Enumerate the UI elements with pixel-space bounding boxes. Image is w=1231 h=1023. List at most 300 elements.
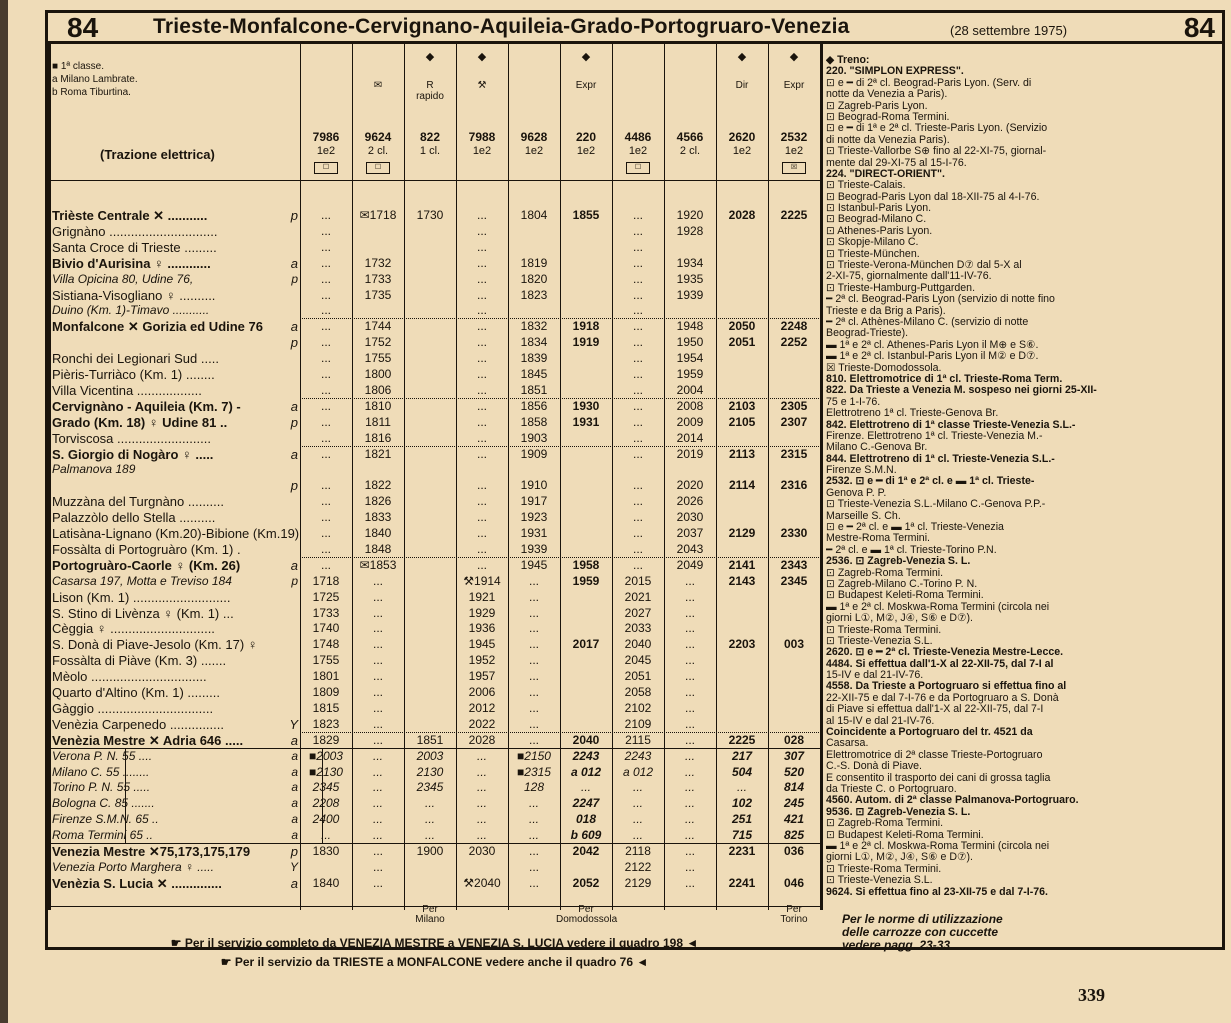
train-symbol: ◆ bbox=[737, 51, 747, 63]
time-cell: 1945 bbox=[468, 637, 496, 652]
time-cell: 814 bbox=[783, 780, 805, 795]
time-cell: 1957 bbox=[468, 669, 496, 684]
time-cell: 1910 bbox=[520, 478, 548, 493]
note-line: Beograd-Trieste). bbox=[826, 328, 909, 340]
time-cell bbox=[716, 256, 768, 272]
note-line: di Piave si effettua dall'1-X al 22-XII-75, dal 7-I bbox=[826, 704, 1044, 716]
time-cell bbox=[612, 462, 664, 478]
arr-dep-marker: Y bbox=[289, 716, 298, 732]
time-cell: ... bbox=[528, 589, 539, 604]
train-class: 2 cl. bbox=[679, 145, 701, 157]
time-cell bbox=[560, 510, 612, 526]
station-label: Firenze S.M.N. 65 .. bbox=[52, 812, 159, 827]
note-line: ━ 2ª cl. Beograd-Paris Lyon (servizio di notte fino bbox=[826, 294, 1055, 306]
station-label: Grado (Km. 18) ♀ Udine 81 .. bbox=[52, 414, 228, 430]
time-cell: ... bbox=[476, 414, 487, 429]
time-cell: ... bbox=[320, 557, 331, 572]
time-cell: 1939 bbox=[676, 287, 704, 302]
time-cell: 2019 bbox=[676, 446, 704, 461]
time-cell: ... bbox=[684, 844, 695, 858]
note-line: 810. Elettromotrice di 1ª cl. Trieste-Roma Term. bbox=[826, 373, 1063, 385]
time-cell: ... bbox=[372, 653, 383, 668]
time-cell: 2208 bbox=[312, 796, 340, 811]
note-line: 9624. Si effettua fino al 23-XII-75 e dal 7-I-76. bbox=[826, 886, 1048, 898]
time-cell: ... bbox=[684, 621, 695, 636]
time-cell bbox=[300, 462, 352, 478]
time-cell: ... bbox=[632, 780, 643, 795]
note-line: Firenze S.M.N. bbox=[826, 465, 897, 477]
time-cell bbox=[560, 383, 612, 399]
note-line: ▬ 1ª e 2ª cl. Istanbul-Paris Lyon il M② e D⑦. bbox=[826, 351, 1039, 363]
train-header bbox=[352, 50, 404, 175]
time-cell: 2102 bbox=[624, 700, 652, 715]
time-cell bbox=[456, 860, 508, 876]
time-cell: 1810 bbox=[364, 398, 392, 413]
time-cell: 1801 bbox=[312, 669, 340, 684]
time-cell bbox=[404, 447, 456, 463]
time-cell bbox=[768, 367, 820, 383]
station-label: Grignàno .............................. bbox=[52, 223, 218, 239]
time-cell: 1856 bbox=[520, 398, 548, 413]
time-cell bbox=[560, 367, 612, 383]
time-cell: 1815 bbox=[312, 700, 340, 715]
time-cell: b 609 bbox=[570, 828, 602, 843]
train-class: 1 cl. bbox=[419, 145, 441, 157]
time-cell: ... bbox=[476, 208, 487, 222]
station-name bbox=[52, 542, 300, 558]
time-cell bbox=[300, 860, 352, 876]
time-cell: ... bbox=[632, 494, 643, 509]
train-header bbox=[404, 50, 456, 175]
time-cell: ... bbox=[528, 732, 539, 747]
note-line: 22-XII-75 e dal 7-I-76 e da Portogruaro a S. Donà bbox=[826, 692, 1059, 704]
time-cell bbox=[404, 653, 456, 669]
time-cell: 1921 bbox=[468, 589, 496, 604]
time-cell: ... bbox=[632, 478, 643, 493]
time-cell: 1958 bbox=[572, 557, 600, 572]
note-line: ⊡ Trieste-Roma Termini. bbox=[826, 863, 942, 875]
train-class: 1e2 bbox=[576, 145, 596, 157]
time-cell: 2143 bbox=[728, 573, 756, 588]
continuation-note: Per Milano bbox=[415, 904, 445, 925]
time-cell: ... bbox=[372, 796, 383, 811]
time-cell: ... bbox=[320, 828, 331, 843]
train-number: 2620 bbox=[728, 130, 756, 144]
time-cell: 2113 bbox=[728, 446, 756, 461]
time-cell bbox=[560, 224, 612, 240]
train-type: Dir bbox=[735, 80, 749, 91]
time-cell: 102 bbox=[731, 796, 753, 811]
time-cell: 1834 bbox=[520, 335, 548, 350]
time-cell: 1952 bbox=[468, 653, 496, 668]
column-divider bbox=[820, 44, 823, 910]
station-name bbox=[52, 431, 300, 447]
time-cell: 2040 bbox=[572, 732, 600, 747]
train-number: 7988 bbox=[468, 130, 496, 144]
time-cell: 2030 bbox=[468, 844, 496, 858]
train-class: 1e2 bbox=[628, 145, 648, 157]
time-cell: ... bbox=[684, 669, 695, 684]
time-cell: ... bbox=[372, 780, 383, 795]
train-number: 4566 bbox=[676, 130, 704, 144]
coach-box: ☒ bbox=[782, 162, 806, 174]
time-cell: 2241 bbox=[728, 875, 756, 890]
time-cell: ... bbox=[632, 414, 643, 429]
time-cell: 504 bbox=[731, 764, 753, 779]
train-number: 7986 bbox=[312, 130, 340, 144]
train-class: 1e2 bbox=[524, 145, 544, 157]
note-line: Elettromotrice di 2ª classe Trieste-Portogruaro bbox=[826, 749, 1043, 761]
station-name bbox=[52, 351, 300, 367]
station-name bbox=[52, 685, 300, 701]
time-cell bbox=[404, 240, 456, 256]
time-cell bbox=[768, 717, 820, 733]
time-cell: 2247 bbox=[572, 796, 600, 811]
time-cell bbox=[404, 637, 456, 653]
arr-dep-marker: a bbox=[291, 764, 298, 779]
time-cell: 1931 bbox=[520, 526, 548, 540]
time-cell bbox=[404, 701, 456, 717]
time-cell: 2231 bbox=[728, 844, 756, 858]
note-line: ⊡ Skopje-Milano C. bbox=[826, 237, 919, 249]
time-cell: ... bbox=[528, 605, 539, 620]
time-cell bbox=[508, 303, 560, 319]
station-label: Monfalcone ✕ Gorizia ed Udine 76 bbox=[52, 319, 263, 335]
arr-dep-marker: a bbox=[291, 780, 298, 795]
station-name bbox=[52, 494, 300, 510]
time-cell: 1830 bbox=[312, 844, 340, 858]
arr-dep-marker: a bbox=[290, 732, 298, 748]
station-label: Venezia Mestre ✕75,173,175,179 bbox=[52, 844, 251, 859]
continuation-note: Per Torino bbox=[780, 904, 808, 925]
station-name bbox=[52, 574, 300, 590]
time-cell bbox=[716, 462, 768, 478]
time-cell: 1748 bbox=[312, 637, 340, 652]
time-cell: ... bbox=[320, 446, 331, 461]
time-cell: 1730 bbox=[416, 208, 444, 222]
station-label: Muzzàna del Turgnàno .......... bbox=[52, 494, 224, 510]
station-name bbox=[52, 733, 300, 749]
time-cell bbox=[716, 303, 768, 319]
time-cell: 2028 bbox=[728, 208, 756, 222]
time-cell: ... bbox=[528, 621, 539, 636]
time-cell: ... bbox=[320, 208, 331, 222]
time-cell: 2343 bbox=[780, 557, 808, 572]
time-cell: ... bbox=[320, 255, 331, 270]
time-cell: 1819 bbox=[520, 255, 548, 270]
time-cell bbox=[404, 526, 456, 542]
time-cell: ... bbox=[372, 716, 383, 731]
time-cell: 520 bbox=[783, 764, 805, 779]
time-cell: 128 bbox=[523, 780, 545, 795]
time-cell: ... bbox=[632, 430, 643, 445]
time-cell: ... bbox=[476, 764, 487, 779]
note-line: ⊡ e ━ 2ª cl. e ▬ 1ª cl. Trieste-Venezia bbox=[826, 522, 1004, 534]
train-number: 4486 bbox=[624, 130, 652, 144]
time-cell: 2015 bbox=[624, 573, 652, 588]
time-cell: ... bbox=[528, 828, 539, 843]
train-type: ⚒ bbox=[477, 80, 487, 91]
train-header bbox=[612, 50, 664, 175]
station-label: Venezia Porto Marghera ♀ ..... bbox=[52, 859, 214, 874]
time-cell: 251 bbox=[731, 812, 753, 827]
time-cell: 1917 bbox=[520, 494, 548, 509]
time-cell: 1954 bbox=[676, 351, 704, 366]
time-cell bbox=[716, 621, 768, 637]
time-cell bbox=[560, 303, 612, 319]
time-cell: 2033 bbox=[624, 621, 652, 636]
note-line: ▬ 1ª e 2ª cl. Athenes-Paris Lyon il M⊕ e S⑥. bbox=[826, 339, 1039, 351]
time-cell bbox=[560, 542, 612, 558]
time-cell: 1823 bbox=[312, 716, 340, 731]
note-line: Marseille S. Ch. bbox=[826, 510, 901, 522]
time-cell bbox=[768, 272, 820, 288]
time-cell: 1735 bbox=[364, 287, 392, 302]
station-name bbox=[52, 383, 300, 399]
arr-dep-marker: a bbox=[290, 319, 298, 335]
time-cell: ... bbox=[684, 716, 695, 731]
time-cell: ... bbox=[684, 812, 695, 827]
coach-box: ☐ bbox=[626, 162, 650, 174]
time-cell: ... bbox=[684, 764, 695, 779]
header-rule bbox=[48, 180, 821, 181]
station-name bbox=[52, 653, 300, 669]
page-number: 339 bbox=[1078, 985, 1105, 1005]
note-line: ▬ 1ª e 2ª cl. Moskwa-Roma Termini (circola nei bbox=[826, 840, 1050, 852]
time-cell: ... bbox=[476, 796, 487, 811]
coach-box: ☐ bbox=[314, 162, 338, 174]
footer-note-2-text: Per il servizio da TRIESTE a MONFALCONE vedere anche il quadro 76 bbox=[234, 955, 633, 969]
station-name bbox=[52, 399, 300, 415]
time-cell bbox=[404, 256, 456, 272]
time-cell bbox=[352, 303, 404, 319]
time-cell: 2006 bbox=[468, 685, 496, 699]
time-cell: ... bbox=[684, 685, 695, 699]
time-cell bbox=[768, 669, 820, 685]
time-cell: 2105 bbox=[728, 414, 756, 429]
note-line: 844. Elettrotreno di 1ª cl. Trieste-Venezia S.L.- bbox=[826, 453, 1055, 465]
time-cell: 028 bbox=[783, 732, 805, 747]
time-cell: ... bbox=[632, 510, 643, 525]
station-name bbox=[52, 621, 300, 637]
time-cell: 2052 bbox=[572, 875, 600, 890]
time-cell: ... bbox=[320, 367, 331, 381]
time-cell: ... bbox=[632, 541, 643, 556]
train-header bbox=[560, 50, 612, 175]
time-cell bbox=[404, 351, 456, 367]
note-line: ⊡ Istanbul-Paris Lyon. bbox=[826, 203, 932, 215]
time-cell: ... bbox=[320, 271, 331, 286]
train-header bbox=[716, 50, 768, 175]
time-cell: ... bbox=[372, 669, 383, 684]
time-cell: ... bbox=[320, 287, 331, 302]
station-label: Trièste Centrale ✕ ........... bbox=[52, 208, 208, 223]
train-symbol: ◆ bbox=[581, 51, 591, 63]
time-cell: ... bbox=[476, 557, 487, 572]
time-cell: 2400 bbox=[312, 812, 340, 827]
time-cell: 2003 bbox=[416, 748, 444, 763]
station-name bbox=[52, 272, 300, 288]
time-cell: 1833 bbox=[364, 510, 392, 525]
time-cell: 2122 bbox=[624, 859, 652, 874]
time-cell bbox=[404, 558, 456, 574]
time-cell: 2017 bbox=[572, 637, 600, 652]
station-label: Torviscosa .......................... bbox=[52, 430, 211, 446]
time-cell: 1821 bbox=[364, 446, 392, 461]
time-cell: ... bbox=[476, 828, 487, 843]
station-label: Santa Croce di Trieste ......... bbox=[52, 239, 217, 255]
time-cell: ... bbox=[320, 239, 331, 254]
station-name bbox=[52, 526, 300, 542]
time-cell: 1725 bbox=[312, 589, 340, 604]
time-cell bbox=[560, 621, 612, 637]
station-label: Roma Termini 65 .. bbox=[52, 828, 153, 843]
train-type: ✉ bbox=[373, 80, 383, 91]
time-cell: ... bbox=[580, 780, 591, 795]
time-cell: 2330 bbox=[780, 526, 808, 540]
time-cell bbox=[560, 462, 612, 478]
time-cell: 2028 bbox=[468, 732, 496, 747]
time-cell: 1939 bbox=[520, 541, 548, 556]
section-rule bbox=[48, 748, 821, 749]
time-cell: ... bbox=[372, 732, 383, 747]
train-header bbox=[300, 50, 352, 175]
time-cell: ... bbox=[684, 748, 695, 763]
time-cell: ... bbox=[476, 382, 487, 397]
note-line: 4558. Da Trieste a Portogruaro si effettua fino al bbox=[826, 681, 1067, 693]
time-cell: 1804 bbox=[520, 208, 548, 222]
time-cell: ... bbox=[424, 828, 435, 843]
time-cell bbox=[768, 240, 820, 256]
time-cell bbox=[768, 860, 820, 876]
time-cell: 2020 bbox=[676, 478, 704, 493]
time-cell bbox=[768, 701, 820, 717]
note-line: ◆ Treno: bbox=[826, 55, 870, 66]
time-cell: ... bbox=[320, 303, 331, 318]
note-line: 842. Elettrotreno di 1ª classe Trieste-Venezia S.L.- bbox=[826, 419, 1076, 431]
time-cell: ... bbox=[632, 398, 643, 413]
station-name bbox=[52, 319, 300, 335]
time-cell: ... bbox=[320, 398, 331, 413]
station-label: Portogruàro-Caorle ♀ (Km. 26) bbox=[52, 557, 241, 573]
note-line: 75 e 1-I-76. bbox=[826, 396, 881, 408]
time-cell bbox=[560, 494, 612, 510]
note-line: 4484. Si effettua dall'1-X al 22-XII-75, dal 7-I al bbox=[826, 658, 1054, 670]
time-cell bbox=[508, 240, 560, 256]
time-cell: a 012 bbox=[622, 764, 654, 779]
time-cell bbox=[404, 494, 456, 510]
note-line: ⊡ Zagreb-Milano C.-Torino P. N. bbox=[826, 578, 978, 590]
time-cell: 1928 bbox=[676, 223, 704, 238]
time-cell: ... bbox=[528, 700, 539, 715]
time-cell: ... bbox=[476, 478, 487, 493]
time-cell: ... bbox=[528, 716, 539, 731]
time-cell bbox=[352, 240, 404, 256]
time-cell bbox=[768, 256, 820, 272]
train-header bbox=[508, 50, 560, 175]
time-cell: 1823 bbox=[520, 287, 548, 302]
time-cell: 2058 bbox=[624, 685, 652, 699]
time-cell: ... bbox=[320, 335, 331, 350]
time-cell bbox=[664, 240, 716, 256]
time-cell: ... bbox=[632, 812, 643, 827]
time-cell bbox=[768, 606, 820, 622]
time-cell: ■2150 bbox=[517, 748, 551, 763]
time-cell bbox=[560, 606, 612, 622]
station-label: Casarsa 197, Motta e Treviso 184 bbox=[52, 573, 232, 588]
train-type: Expr bbox=[783, 80, 805, 91]
time-cell: ... bbox=[476, 287, 487, 302]
station-label: Fossàlta di Piàve (Km. 3) ....... bbox=[52, 653, 227, 669]
time-cell: 1934 bbox=[676, 255, 704, 270]
time-cell: ... bbox=[632, 303, 643, 318]
time-cell: 245 bbox=[783, 796, 805, 811]
time-cell bbox=[560, 653, 612, 669]
validity-date: (28 settembre 1975) bbox=[950, 23, 1068, 38]
station-name bbox=[52, 558, 300, 574]
time-cell: 1909 bbox=[520, 446, 548, 461]
time-cell: ... bbox=[528, 669, 539, 684]
time-cell: ... bbox=[632, 382, 643, 397]
time-cell: 2141 bbox=[728, 557, 756, 572]
time-cell bbox=[404, 399, 456, 415]
time-cell bbox=[560, 351, 612, 367]
station-name bbox=[52, 256, 300, 272]
section-rule bbox=[48, 843, 821, 844]
time-cell: 2243 bbox=[624, 748, 652, 763]
time-cell: ... bbox=[372, 764, 383, 779]
arr-dep-marker: a bbox=[291, 796, 298, 811]
train-class: 1e2 bbox=[784, 145, 804, 157]
arr-dep-marker: a bbox=[291, 812, 298, 827]
time-cell: 1755 bbox=[364, 351, 392, 366]
time-cell: ... bbox=[372, 621, 383, 636]
time-cell bbox=[716, 367, 768, 383]
time-cell: ... bbox=[632, 796, 643, 811]
arr-dep-marker: Y bbox=[289, 859, 298, 874]
time-cell: 2042 bbox=[572, 844, 600, 858]
time-cell: ... bbox=[372, 685, 383, 699]
time-cell bbox=[768, 494, 820, 510]
time-cell bbox=[768, 542, 820, 558]
time-cell: ... bbox=[684, 653, 695, 668]
time-cell: 421 bbox=[783, 812, 805, 827]
time-cell: ... bbox=[320, 351, 331, 366]
time-cell: 1840 bbox=[312, 875, 340, 890]
note-line: Elettrotreno 1ª cl. Trieste-Genova Br. bbox=[826, 408, 999, 420]
time-cell: 2248 bbox=[780, 319, 808, 334]
time-cell: ... bbox=[632, 446, 643, 461]
time-cell: 1935 bbox=[676, 271, 704, 286]
time-cell: 1900 bbox=[416, 844, 444, 858]
train-header bbox=[768, 50, 820, 175]
time-cell: ... bbox=[528, 859, 539, 874]
note-line: C.-S. Donà di Piave. bbox=[826, 761, 922, 773]
time-cell: ... bbox=[736, 780, 747, 795]
time-cell: ... bbox=[476, 398, 487, 413]
note-line: giorni L①, M②, J④, S⑥ e D⑦). bbox=[826, 613, 973, 625]
time-cell bbox=[456, 462, 508, 478]
time-cell: 1858 bbox=[520, 414, 548, 429]
time-cell bbox=[560, 685, 612, 701]
time-cell: ... bbox=[528, 812, 539, 827]
note-line: ⊡ Trieste-Verona-München D⑦ dal 5-X al bbox=[826, 260, 1022, 272]
arr-dep-marker: p bbox=[291, 271, 298, 286]
station-name bbox=[52, 876, 300, 892]
time-cell bbox=[768, 351, 820, 367]
note-line: ⊡ Budapest Keleti-Roma Termini. bbox=[826, 590, 984, 602]
column-divider bbox=[48, 44, 51, 910]
